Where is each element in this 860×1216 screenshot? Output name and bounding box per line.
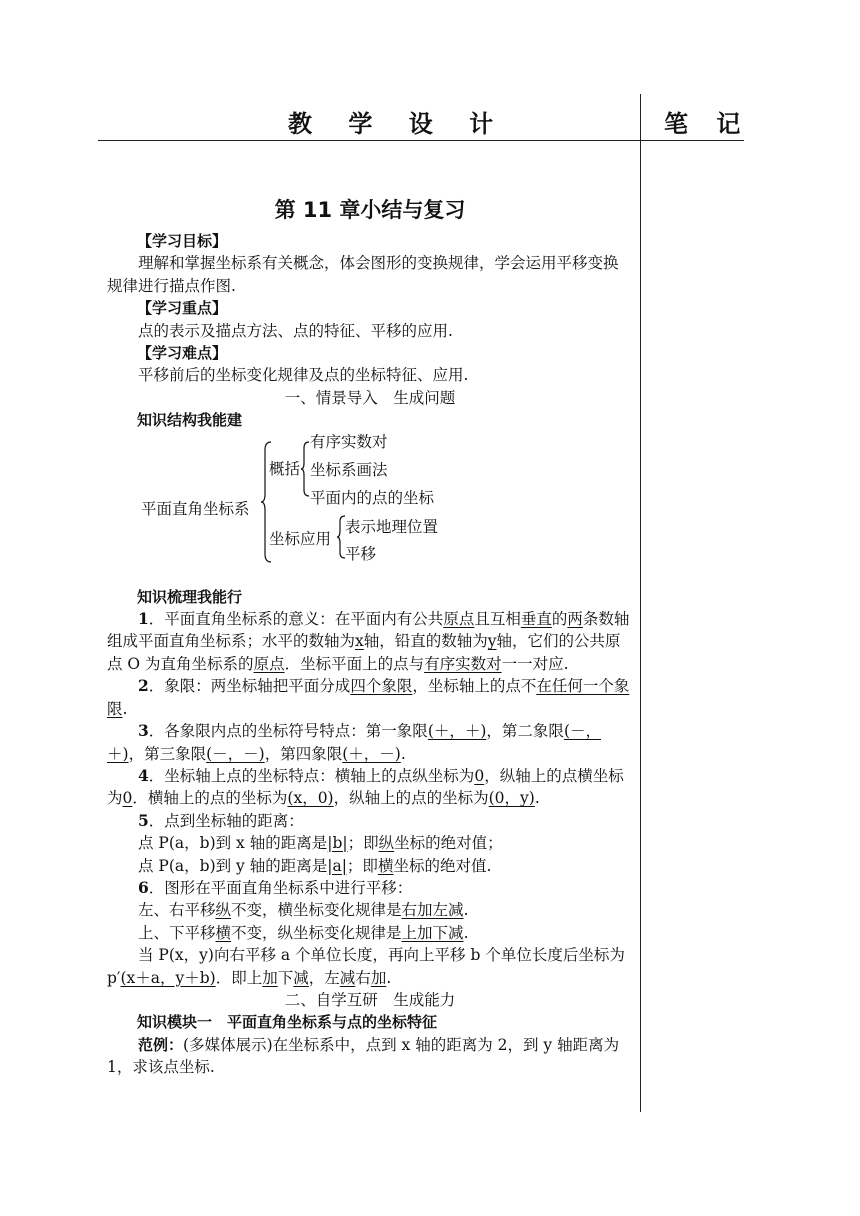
difficulty-heading: 【学习难点】 <box>137 344 228 363</box>
example-label: 范例： <box>138 1035 184 1054</box>
item-6: 6．图形在平面直角坐标系中进行平移： <box>138 877 413 897</box>
lesson-content <box>107 196 633 1079</box>
item-5-line-1: 点 P(a，b)到 x 轴的距离是|b|；即纵坐标的绝对值； <box>138 834 503 853</box>
key-text: 点的表示及描点方法、点的特征、平移的应用. <box>138 321 453 340</box>
column-divider-top <box>640 94 641 140</box>
structure-heading: 知识结构我能建 <box>137 411 243 430</box>
item-4: 4．坐标轴上点的坐标特点：横轴上的点纵坐标为0，纵轴上的点横坐标为0．横轴上的点的坐标为(x，0)，纵轴上的点的坐标为(0，y). <box>107 765 624 808</box>
item-5: 5．点到坐标轴的距离： <box>138 810 304 830</box>
tree-item-geo-location: 表示地理位置 <box>345 517 439 536</box>
section-two-heading: 二、自学互研 生成能力 <box>284 990 456 1009</box>
item-3: 3．各象限内点的坐标符号特点：第一象限(＋，＋)，第二象限(－，＋)，第三象限(－，－)，第四象限(＋，－). <box>107 721 601 763</box>
key-heading: 【学习重点】 <box>137 299 228 318</box>
knowledge-tree <box>107 432 633 576</box>
example-text: (多媒体展示)在坐标系中，点到 x 轴的距离为 2，到 y 轴距离为 1，求该点坐标. <box>107 1035 620 1077</box>
item-6-line-2: 上、下平移横不变，纵坐标变化规律是上加下减. <box>138 923 469 942</box>
tree-branch-generalize: 概括 <box>269 459 301 478</box>
tree-root: 平面直角坐标系 <box>141 499 250 518</box>
item-6-line-3: 当 P(x，y)向右平移 a 个单位长度，再向上平移 b 个单位长度后坐标为 p′(x＋a，y＋b)．即上加下减，左减右加. <box>107 946 625 987</box>
item-5-line-2: 点 P(a，b)到 y 轴的距离是|a|；即横坐标的绝对值. <box>138 856 492 875</box>
goal-heading: 【学习目标】 <box>137 232 228 250</box>
header-notes: 笔 记 <box>664 110 751 138</box>
module-one-heading: 知识模块一 平面直角坐标系与点的坐标特征 <box>137 1013 438 1032</box>
difficulty-text: 平移前后的坐标变化规律及点的坐标特征、应用. <box>138 366 469 385</box>
chapter-title: 第 11 章小结与复习 <box>274 198 466 222</box>
item-1: 1．平面直角坐标系的意义：在平面内有公共原点且互相垂直的两条数轴组成平面直角坐标系；水平的数轴为x轴，铅直的数轴为y轴，它们的公共原点 O 为直角坐标系的原点．坐标平面上的点与有序实数对一一对应. <box>107 609 630 673</box>
column-divider <box>640 140 641 1112</box>
tree-item-axis-drawing: 坐标系画法 <box>310 460 388 479</box>
example-paragraph <box>107 1034 633 1079</box>
tree-item-point-coordinates: 平面内的点的坐标 <box>310 488 435 507</box>
tree-item-ordered-pair: 有序实数对 <box>310 432 388 451</box>
tree-item-translation: 平移 <box>345 544 377 563</box>
review-heading: 知识梳理我能行 <box>137 587 243 606</box>
header-teaching-design: 教 学 设 计 <box>288 110 508 138</box>
goal-text: 理解和掌握坐标系有关概念，体会图形的变换规律，学会运用平移变换规律进行描点作图. <box>107 254 619 295</box>
item-6-line-1: 左、右平移纵不变，横坐标变化规律是右加左减. <box>138 901 469 920</box>
tree-branch-application: 坐标应用 <box>269 529 332 548</box>
header-rule <box>98 140 744 141</box>
item-2: 2．象限：两坐标轴把平面分成四个象限，坐标轴上的点不在任何一个象限. <box>107 676 630 718</box>
section-one-heading: 一、情景导入 生成问题 <box>284 388 456 407</box>
